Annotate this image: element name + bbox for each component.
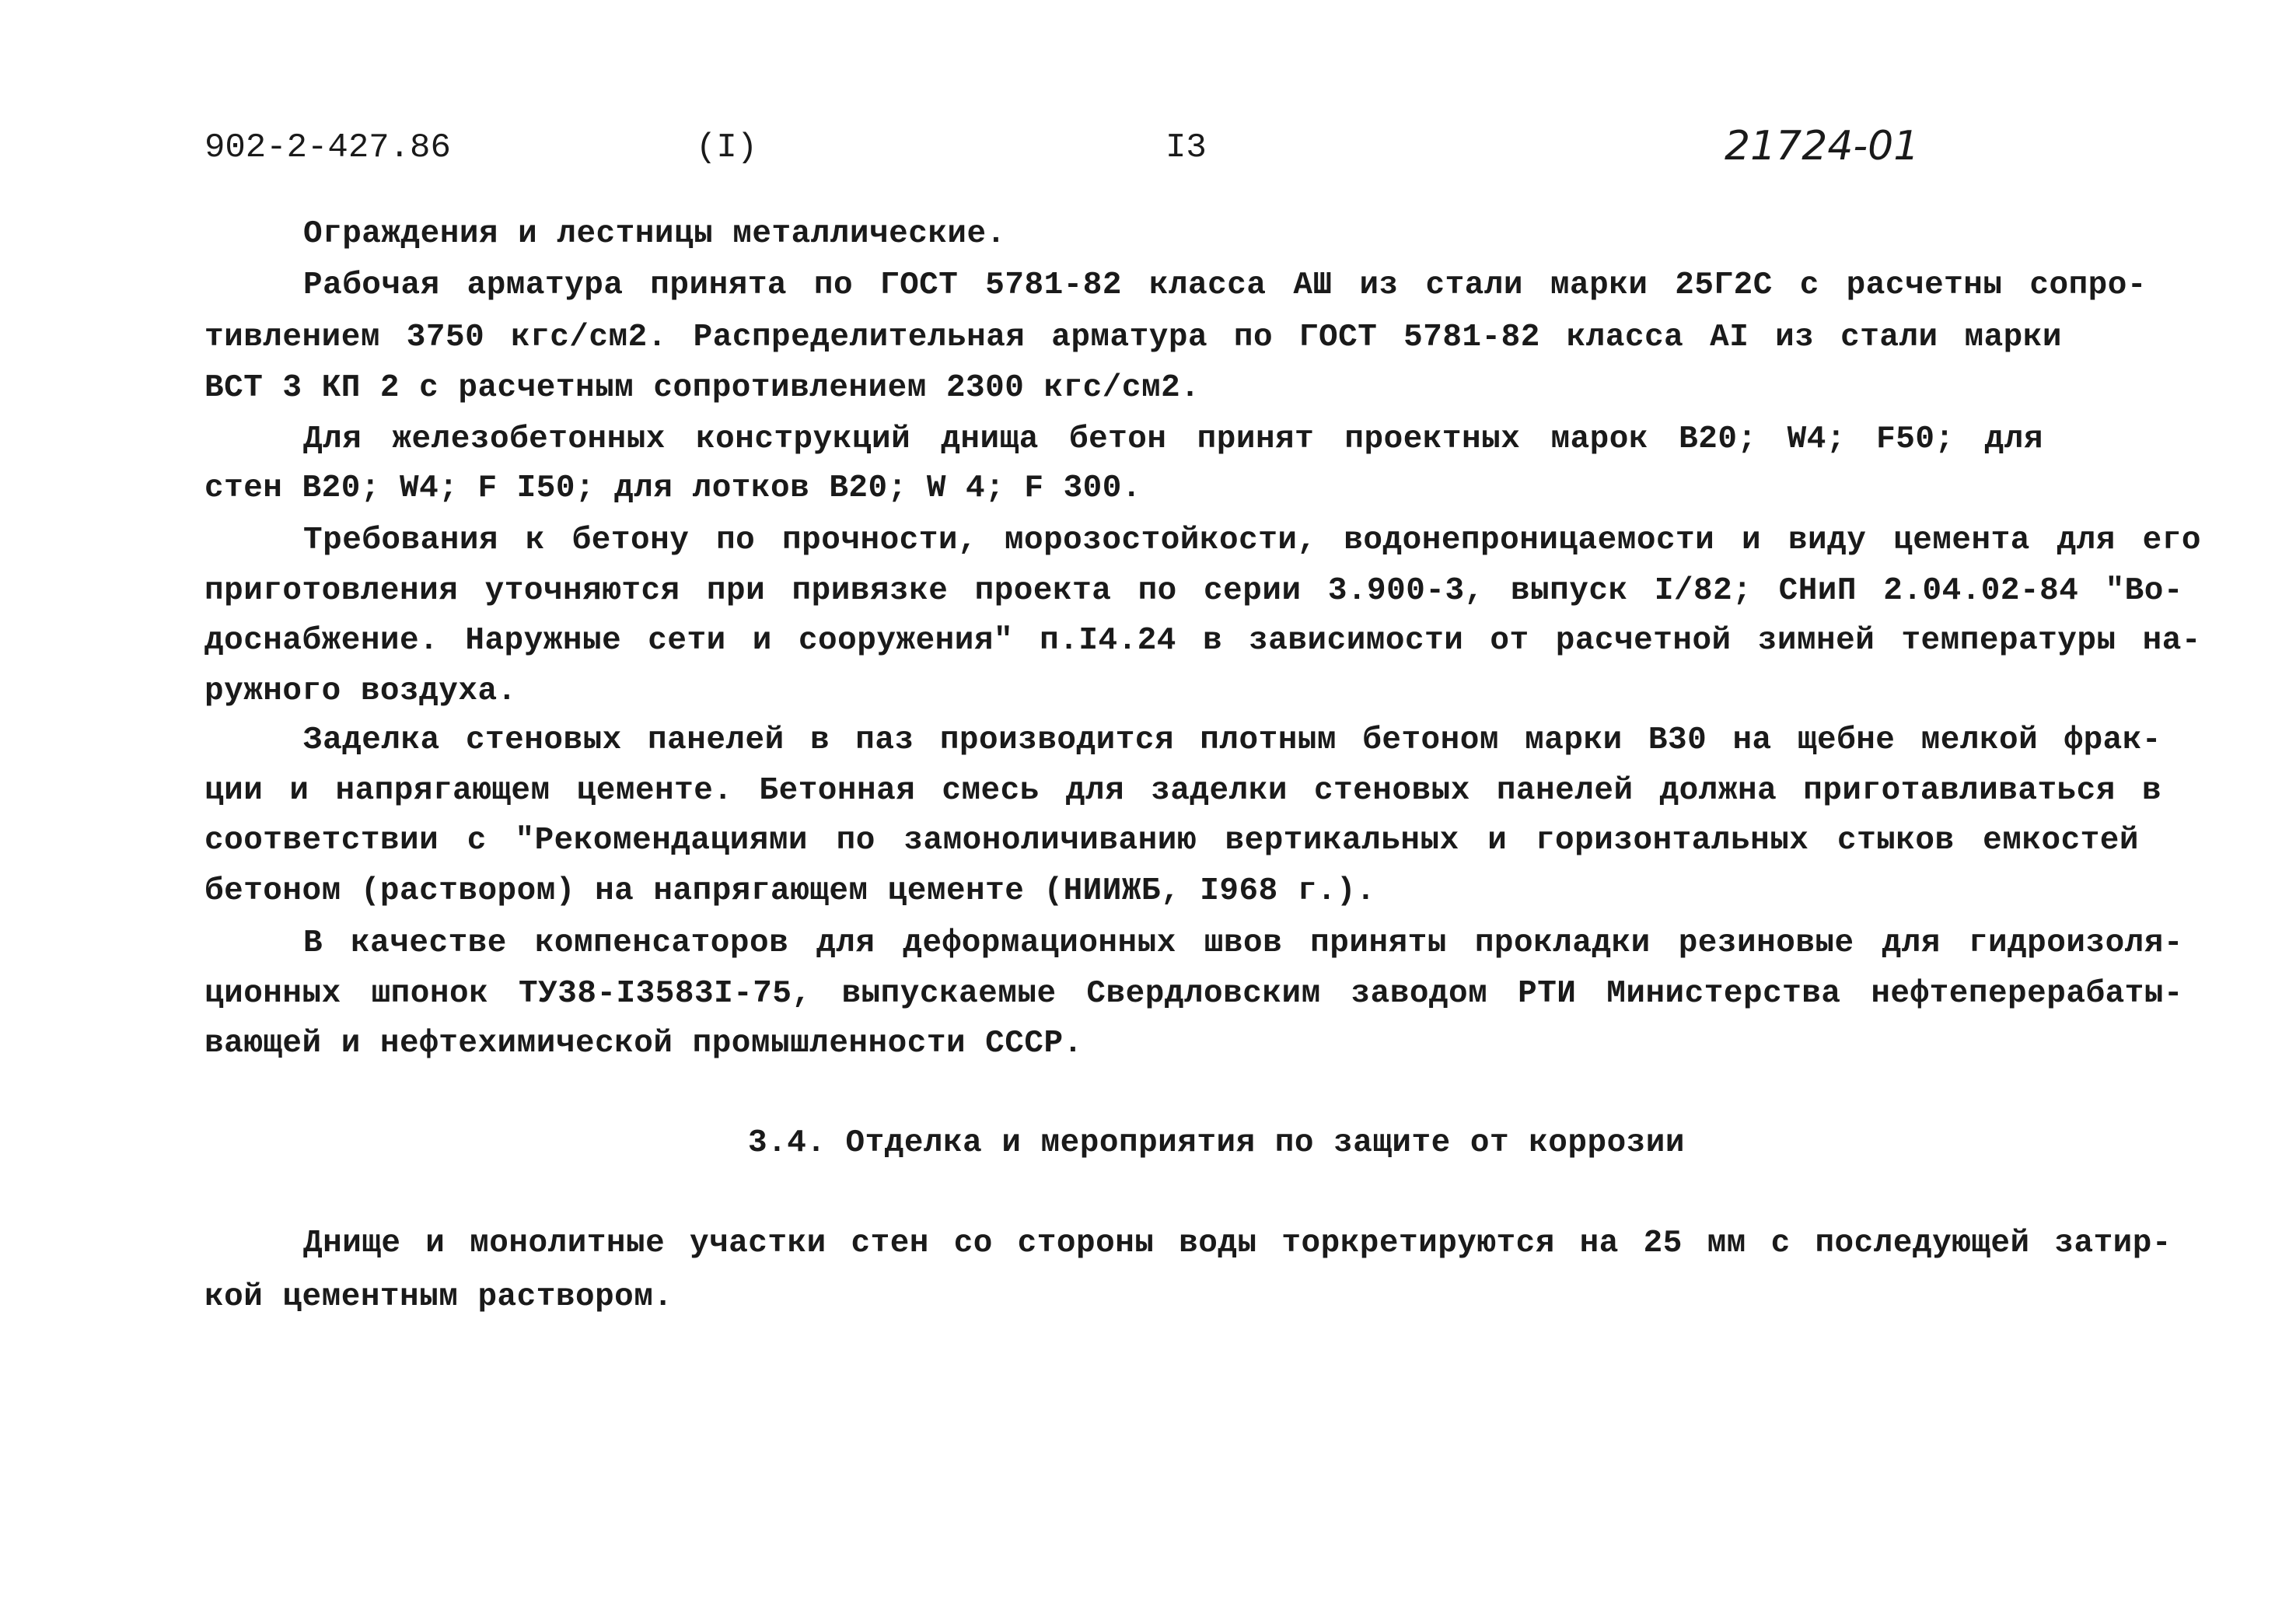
text-line: тивлением 3750 кгс/см2. Распределительная арматура по ГОСТ 5781-82 класса АI из стали марки xyxy=(204,320,2062,355)
text-line: приготовления уточняются при привязке проекта по серии 3.900-3, выпуск I/82; СНиП 2.04.02-84 "Во- xyxy=(204,573,2183,609)
text-line: ВСТ 3 КП 2 с расчетным сопротивлением 2300 кгс/см2. xyxy=(204,370,1200,406)
text-line: бетоном (раствором) на напрягающем цементе (НИИЖБ, I968 г.). xyxy=(204,873,1376,909)
text-line: Днище и монолитные участки стен со стороны воды торкретируются на 25 мм с последующей затир- xyxy=(303,1226,2172,1261)
inventory-number: 21724-01 xyxy=(1725,123,1920,170)
document-code: 902-2-427.86 xyxy=(204,128,451,167)
text-line: доснабжение. Наружные сети и сооружения" п.I4.24 в зависимости от расчетной зимней температуры на- xyxy=(204,623,2201,659)
text-line: кой цементным раствором. xyxy=(204,1279,673,1315)
text-line: ружного воздуха. xyxy=(204,673,517,709)
text-line: В качестве компенсаторов для деформационных швов приняты прокладки резиновые для гидроизоля- xyxy=(303,925,2183,961)
text-line: ции и напрягающем цементе. Бетонная смесь для заделки стеновых панелей должна приготавливаться в xyxy=(204,773,2161,809)
section-heading: 3.4. Отделка и мероприятия по защите от коррозии xyxy=(748,1125,1685,1161)
text-line: Ограждения и лестницы металлические. xyxy=(303,216,1006,252)
text-line: Заделка стеновых панелей в паз производится плотным бетоном марки В30 на щебне мелкой фрак- xyxy=(303,722,2161,758)
text-line: Рабочая арматура принята по ГОСТ 5781-82 класса АШ из стали марки 25Г2С с расчетны сопро- xyxy=(303,268,2147,303)
page-number: I3 xyxy=(1165,128,1207,167)
part-number: (I) xyxy=(696,128,758,167)
text-line: Требования к бетону по прочности, морозостойкости, водонепроницаемости и виду цемента для его xyxy=(303,523,2201,558)
text-line: вающей и нефтехимической промышленности СССР. xyxy=(204,1026,1083,1062)
text-line: ционных шпонок ТУ38-I3583I-75, выпускаемые Свердловским заводом РТИ Министерства нефтеперерабаты- xyxy=(204,976,2183,1012)
text-line: стен В20; W4; F I50; для лотков В20; W 4; F 300. xyxy=(204,470,1141,506)
text-line: Для железобетонных конструкций днища бетон принят проектных марок В20; W4; F50; для xyxy=(303,421,2043,457)
text-line: соответствии с "Рекомендациями по замоноличиванию вертикальных и горизонтальных стыков емкостей xyxy=(204,823,2139,859)
